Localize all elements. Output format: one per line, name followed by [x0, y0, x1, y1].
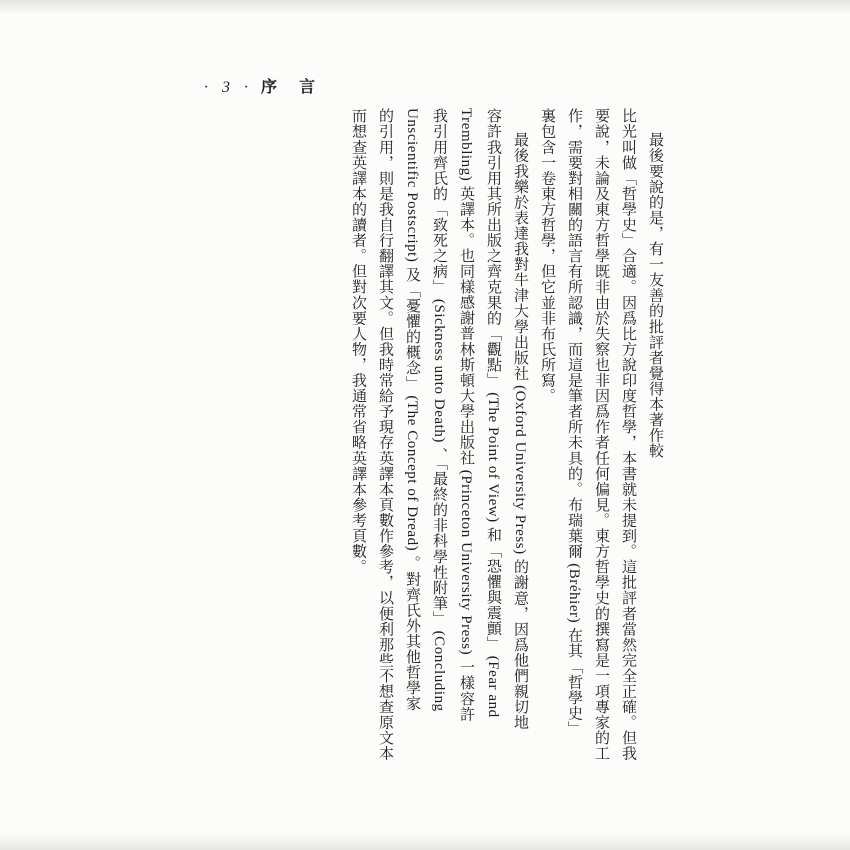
vertical-text-block — [344, 108, 668, 776]
text-column: 而想查英譯本的讀者。但對次要人物，我通常省略英譯本參考頁數。 — [350, 108, 366, 575]
section-title: 序 言 — [261, 79, 319, 96]
page-header — [204, 74, 318, 97]
text-column: 的引用，則是我自行翻譯其文。但我時常給予現存英譯本頁數作參考，以便利那些不想查原文本 — [377, 108, 393, 762]
text-column: 要說，未論及東方哲學既非由於失察也非因爲作者任何偏見。東方哲學史的撰寫是一項專家的工 — [593, 108, 609, 762]
text-column: 最後我樂於表達我對牛津大學出版社 (Oxford University Press) 的謝意，因爲他們親切地 — [512, 132, 528, 731]
text-column: Trembling) 英譯本。也同樣感謝普林斯頓大學出版社 (Princeton University Press) 一樣容許 — [458, 108, 474, 722]
text-column: 容許我引用其所出版之齊克果的「觀點」 (The Point of View) 和「恐懼與震顫」 (Fear and — [485, 108, 501, 718]
text-column: Unscientific Postscript) 及「憂懼的概念」 (The Concept of Dread) 。對齊氏外其他哲學家 — [404, 108, 420, 712]
text-column: 最後要說的是，有一友善的批評者覺得本著作較 — [647, 132, 663, 459]
text-column: 我引用齊氏的「致死之病」 (Sickness unto Death) 、「最終的非科學性附筆」 (Concluding — [431, 108, 447, 712]
text-column: 比光叫做「哲學史」合適。因爲比方說印度哲學，本書就未提到。這批評者當然完全正確。但我 — [620, 108, 636, 762]
text-column: 裏包含一卷東方哲學，但它並非布氏所寫。 — [539, 108, 555, 404]
page-number-marker: · 3 · — [204, 79, 253, 96]
text-column: 作，需要對相關的語言有所認識，而這是筆者所未具的。布瑞葉爾 (Bréhier) 在其「哲學史」 — [566, 108, 582, 737]
